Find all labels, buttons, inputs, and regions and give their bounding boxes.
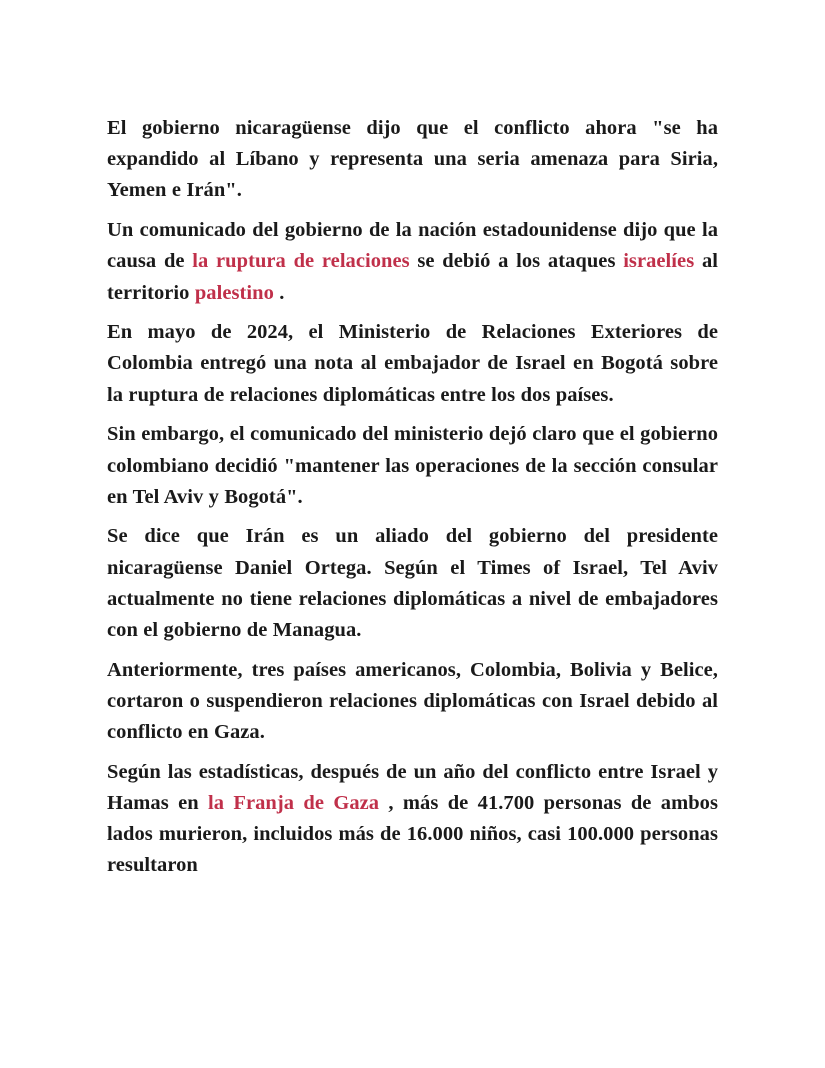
paragraph-6 xyxy=(107,655,718,749)
paragraph-1 xyxy=(107,113,718,207)
inline-link[interactable]: palestino xyxy=(194,281,274,304)
inline-link[interactable]: israelíes xyxy=(623,250,695,273)
paragraph-4 xyxy=(107,419,718,513)
text-run: El gobierno nicaragüense dijo que el conflicto ahora "se ha expandido al Líbano y representa una seria amenaza para Siria, Yemen e Irán". xyxy=(107,117,718,202)
text-run: Sin embargo, el comunicado del ministerio dejó claro que el gobierno colombiano decidió "mantener las operaciones de la sección consular en Tel Aviv y Bogotá". xyxy=(107,423,718,508)
paragraph-7 xyxy=(107,757,718,882)
text-run: En mayo de 2024, el Ministerio de Relaciones Exteriores de Colombia entregó una nota al embajador de Israel en Bogotá sobre la ruptura de relaciones diplomáticas entre los dos países. xyxy=(107,321,718,406)
text-run: , más de 41.700 personas de ambos lados murieron, incluidos más de 16.000 niños, casi 100.000 personas resultaron xyxy=(107,792,718,877)
inline-link[interactable]: la ruptura de relaciones xyxy=(192,250,410,273)
paragraph-3 xyxy=(107,317,718,411)
text-run: Se dice que Irán es un aliado del gobierno del presidente nicaragüense Daniel Ortega. Según el Times of Israel, Tel Aviv actualmente no tiene relaciones diplomáticas a nivel de embajadores con el gobierno de Managua. xyxy=(107,525,718,642)
article-body xyxy=(107,113,718,882)
text-run: . xyxy=(273,281,285,304)
text-run: al territorio xyxy=(107,250,718,304)
text-run: Según las estadísticas, después de un año del conflicto entre Israel y Hamas en xyxy=(107,760,718,815)
paragraph-5 xyxy=(107,521,718,646)
text-run: Un comunicado del gobierno de la nación estadounidense dijo que la causa de xyxy=(107,219,718,273)
paragraph-2 xyxy=(107,215,718,309)
text-run: Anteriormente, tres países americanos, Colombia, Bolivia y Belice, cortaron o suspendieron relaciones diplomáticas con Israel debido al conflicto en Gaza. xyxy=(107,658,718,744)
text-run: se debió a los ataques xyxy=(409,250,624,273)
inline-link[interactable]: la Franja de Gaza xyxy=(208,792,380,815)
